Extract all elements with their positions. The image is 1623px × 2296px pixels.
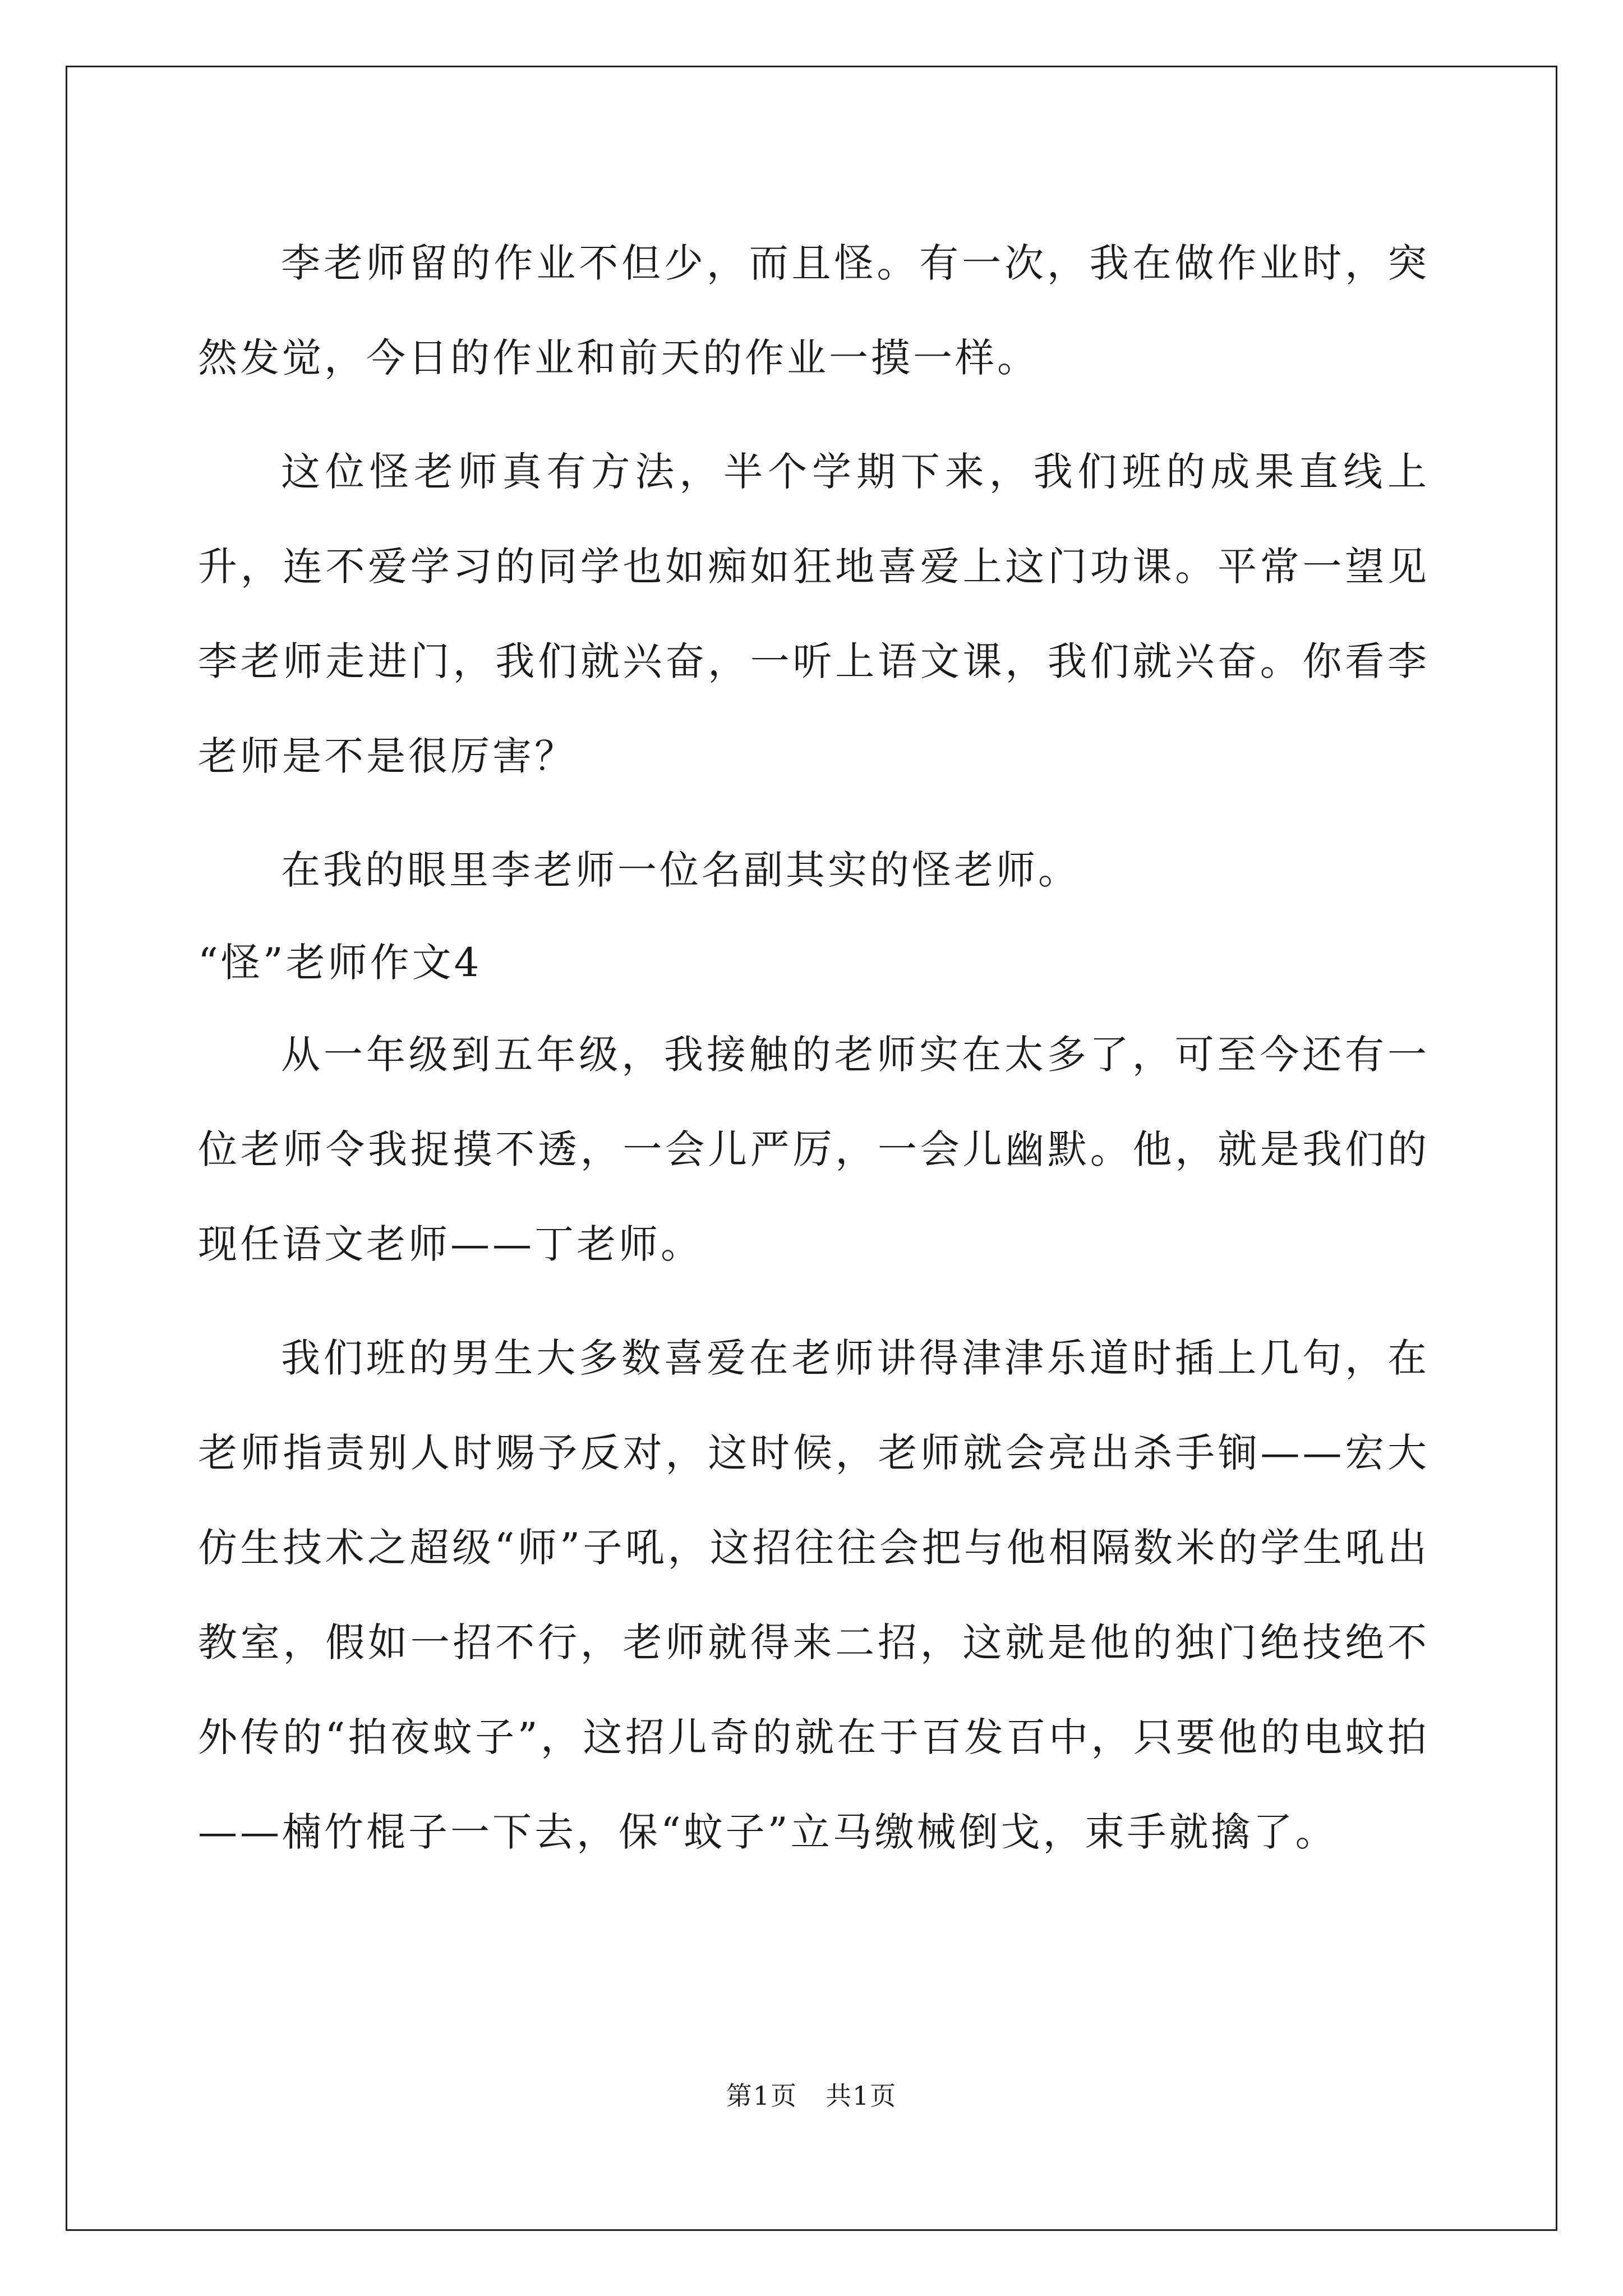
section-heading: “怪”老师作文4 [198, 940, 482, 986]
page-footer [0, 2076, 1623, 2113]
paragraph-3: 在我的眼里李老师一位名副其实的怪老师。 [281, 847, 1080, 893]
paragraph-2: 这位怪老师真有方法，半个学期下来，我们班的成果直线上升，连不爱学习的同学也如痴如狂地喜爱上这门功课。平常一望见李老师走进门，我们就兴奋，一听上语文课，我们就兴奋。你看李老师是不是很厉害？ [198, 449, 1430, 779]
paragraph-5: 我们班的男生大多数喜爱在老师讲得津津乐道时插上几句，在老师指责别人时赐予反对，这时候，老师就会亮出杀手锏——宏大仿生技术之超级“师”子吼，这招往往会把与他相隔数米的学生吼出教室，假如一招不行，老师就得来二招，这就是他的独门绝技绝不外传的“拍夜蚊子”，这招儿奇的就在于百发百中，只要他的电蚊拍——楠竹棍子一下去，保“蚊子”立马缴械倒戈，束手就擒了。 [198, 1335, 1430, 1855]
page-number: 第1页 [726, 2081, 797, 2111]
paragraph-4: 从一年级到五年级，我接触的老师实在太多了，可至今还有一位老师令我捉摸不透，一会儿严厉，一会儿幽默。他，就是我们的现任语文老师——丁老师。 [198, 1032, 1430, 1267]
document-body [198, 216, 1430, 1880]
paragraph-1: 李老师留的作业不但少，而且怪。有一次，我在做作业时，突然发觉，今日的作业和前天的作业一摸一样。 [198, 240, 1430, 381]
page-total: 共1页 [826, 2081, 897, 2111]
